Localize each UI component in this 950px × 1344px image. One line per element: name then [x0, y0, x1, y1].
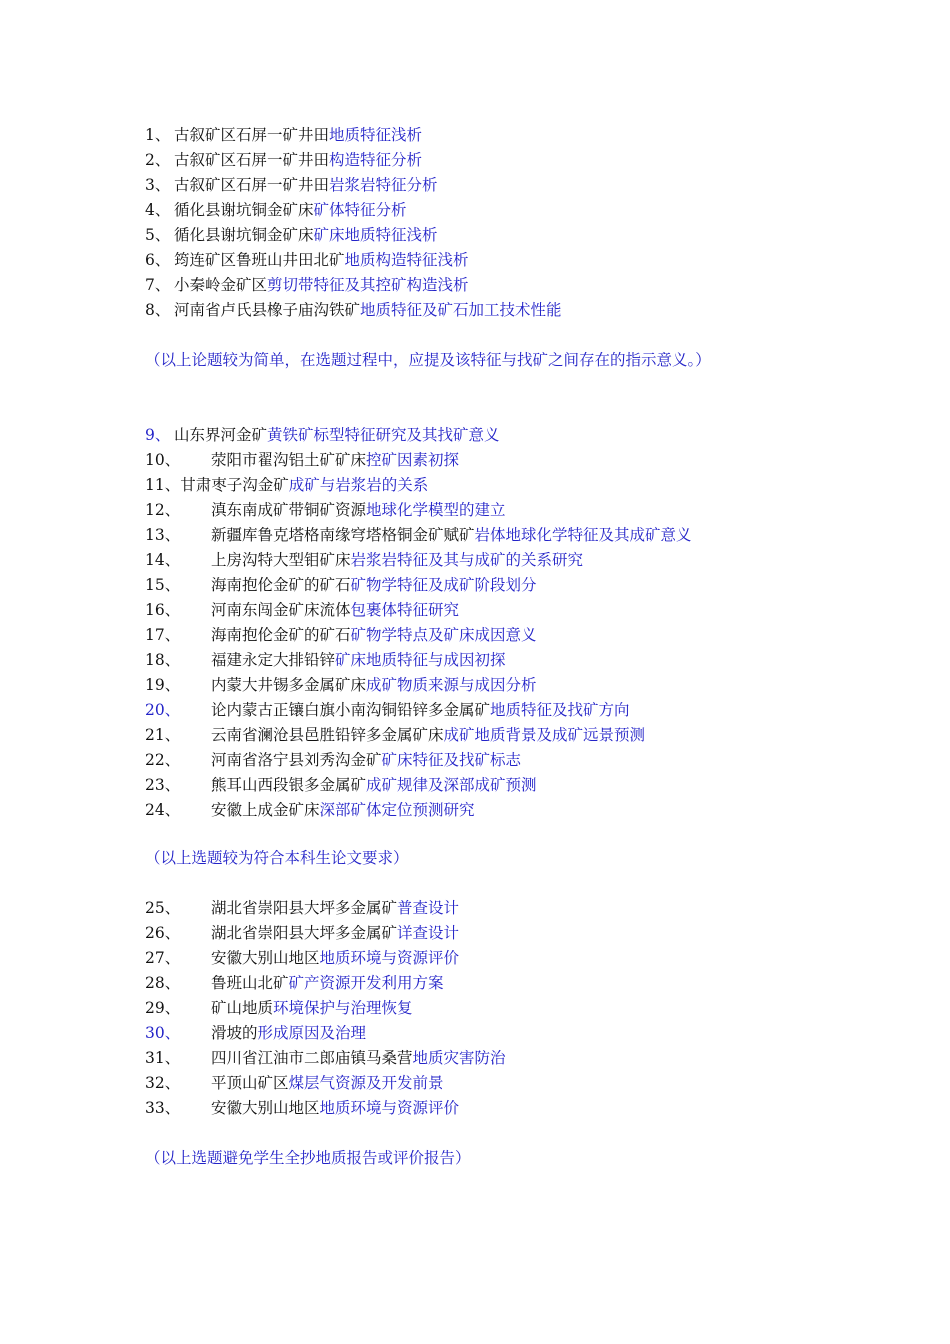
topic-item-13	[145, 523, 692, 548]
item-topic: 黄铁矿标型特征研究及其找矿意义	[267, 426, 500, 444]
topic-item-21	[145, 723, 645, 748]
item-topic: 控矿因素初探	[366, 451, 460, 469]
topic-item-8	[145, 298, 562, 323]
item-topic: 地质环境与资源评价	[319, 1099, 460, 1117]
section-note-2: （以上选题较为符合本科生论文要求）	[145, 849, 409, 867]
item-topic: 岩浆岩特征及其与成矿的关系研究	[350, 551, 584, 569]
item-subject: 山东界河金矿	[174, 426, 268, 444]
item-number: 4、	[145, 201, 171, 219]
item-topic: 地质特征浅析	[329, 126, 423, 144]
item-topic: 矿床地质特征浅析	[313, 226, 438, 244]
item-topic: 岩体地球化学特征及其成矿意义	[474, 526, 692, 544]
topic-item-24	[145, 798, 475, 823]
item-number: 27、	[145, 949, 181, 967]
topic-item-7	[145, 273, 469, 298]
topic-item-1	[145, 123, 422, 148]
item-number: 9、	[145, 426, 171, 444]
item-subject: 四川省江油市二郎庙镇马桑营	[211, 1049, 413, 1067]
item-subject: 循化县谢坑铜金矿床	[174, 226, 314, 244]
item-subject: 湖北省崇阳县大坪多金属矿	[211, 899, 398, 917]
topic-item-33	[145, 1096, 459, 1121]
item-subject: 河南东闯金矿床流体	[211, 601, 351, 619]
item-topic: 煤层气资源及开发前景	[288, 1074, 444, 1092]
item-topic: 岩浆岩特征分析	[329, 176, 438, 194]
item-number: 3、	[145, 176, 171, 194]
item-subject: 湖北省崇阳县大坪多金属矿	[211, 924, 398, 942]
section-note-3: （以上选题避免学生全抄地质报告或评价报告）	[145, 1149, 471, 1167]
topic-item-15	[145, 573, 537, 598]
item-subject: 平顶山矿区	[211, 1074, 289, 1092]
item-number: 15、	[145, 576, 181, 594]
section-note-1: （以上论题较为简单，在选题过程中，应提及该特征与找矿之间存在的指示意义。）	[145, 351, 711, 369]
topic-item-6	[145, 248, 469, 273]
item-number: 22、	[145, 751, 181, 769]
item-number: 17、	[145, 626, 181, 644]
topic-item-4	[145, 198, 407, 223]
topic-item-12	[145, 498, 506, 523]
item-number: 1、	[145, 126, 171, 144]
item-number: 30、	[145, 1024, 181, 1042]
item-number: 19、	[145, 676, 181, 694]
item-subject: 新疆库鲁克塔格南缘穹塔格铜金矿赋矿	[211, 526, 475, 544]
topic-item-32	[145, 1071, 444, 1096]
topic-item-17	[145, 623, 537, 648]
topic-item-5	[145, 223, 438, 248]
item-subject: 古叙矿区石屏一矿井田	[174, 126, 330, 144]
item-subject: 海南抱伦金矿的矿石	[211, 626, 351, 644]
item-topic: 地质灾害防治	[412, 1049, 506, 1067]
item-subject: 循化县谢坑铜金矿床	[174, 201, 314, 219]
item-subject: 内蒙大井锡多金属矿床	[211, 676, 367, 694]
item-number: 5、	[145, 226, 171, 244]
item-subject: 论内蒙古正镶白旗小南沟铜铅锌多金属矿	[211, 701, 491, 719]
item-number: 23、	[145, 776, 181, 794]
item-topic: 矿物学特点及矿床成因意义	[350, 626, 537, 644]
item-number: 26、	[145, 924, 181, 942]
item-topic: 构造特征分析	[329, 151, 423, 169]
topic-item-20	[145, 698, 630, 723]
item-number: 11、	[145, 476, 181, 494]
topic-item-2	[145, 148, 422, 173]
item-number: 18、	[145, 651, 181, 669]
item-topic: 成矿规律及深部成矿预测	[366, 776, 537, 794]
item-subject: 古叙矿区石屏一矿井田	[174, 176, 330, 194]
item-topic: 包裹体特征研究	[350, 601, 460, 619]
topic-item-3	[145, 173, 438, 198]
item-topic: 普查设计	[397, 899, 460, 917]
item-subject: 鲁班山北矿	[211, 974, 289, 992]
item-topic: 成矿地质背景及成矿远景预测	[443, 726, 646, 744]
item-topic: 详查设计	[397, 924, 460, 942]
topic-item-30	[145, 1021, 366, 1046]
item-topic: 成矿物质来源与成因分析	[366, 676, 537, 694]
item-subject: 滑坡的	[211, 1024, 258, 1042]
item-number: 13、	[145, 526, 181, 544]
item-number: 32、	[145, 1074, 181, 1092]
item-topic: 矿体特征分析	[313, 201, 407, 219]
topic-item-25	[145, 896, 459, 921]
item-subject: 上房沟特大型钼矿床	[211, 551, 351, 569]
item-number: 33、	[145, 1099, 181, 1117]
item-subject: 福建永定大排铅锌	[211, 651, 336, 669]
item-subject: 小秦岭金矿区	[174, 276, 268, 294]
item-topic: 矿床地质特征与成因初探	[335, 651, 506, 669]
item-subject: 安徽大别山地区	[211, 949, 320, 967]
item-subject: 河南省洛宁县刘秀沟金矿	[211, 751, 382, 769]
item-number: 29、	[145, 999, 181, 1017]
item-number: 7、	[145, 276, 171, 294]
item-topic: 深部矿体定位预测研究	[319, 801, 475, 819]
item-subject: 滇东南成矿带铜矿资源	[211, 501, 367, 519]
topic-item-19	[145, 673, 537, 698]
topic-item-26	[145, 921, 459, 946]
item-number: 25、	[145, 899, 181, 917]
topic-item-16	[145, 598, 459, 623]
item-number: 21、	[145, 726, 181, 744]
item-topic: 剪切带特征及其控矿构造浅析	[267, 276, 469, 294]
topic-item-29	[145, 996, 413, 1021]
topic-item-14	[145, 548, 583, 573]
item-subject: 古叙矿区石屏一矿井田	[174, 151, 330, 169]
item-subject: 筠连矿区鲁班山井田北矿	[174, 251, 345, 269]
item-topic: 矿产资源开发利用方案	[288, 974, 444, 992]
item-number: 24、	[145, 801, 181, 819]
item-topic: 成矿与岩浆岩的关系	[288, 476, 429, 494]
item-number: 12、	[145, 501, 181, 519]
topic-item-28	[145, 971, 444, 996]
item-subject: 安徽大别山地区	[211, 1099, 320, 1117]
item-number: 28、	[145, 974, 181, 992]
item-number: 6、	[145, 251, 171, 269]
item-number: 2、	[145, 151, 171, 169]
item-subject: 矿山地质	[211, 999, 274, 1017]
item-number: 10、	[145, 451, 181, 469]
item-number: 20、	[145, 701, 181, 719]
item-number: 16、	[145, 601, 181, 619]
item-subject: 河南省卢氏县橡子庙沟铁矿	[174, 301, 361, 319]
topic-item-31	[145, 1046, 506, 1071]
topic-item-27	[145, 946, 459, 971]
topic-item-9	[145, 423, 500, 448]
item-subject: 云南省澜沧县邑胜铅锌多金属矿床	[211, 726, 444, 744]
item-topic: 地质环境与资源评价	[319, 949, 460, 967]
topic-item-11	[145, 473, 428, 498]
item-subject: 安徽上成金矿床	[211, 801, 320, 819]
item-topic: 环境保护与治理恢复	[273, 999, 413, 1017]
item-topic: 地质构造特征浅析	[344, 251, 469, 269]
item-topic: 矿物学特征及成矿阶段划分	[350, 576, 537, 594]
item-number: 31、	[145, 1049, 181, 1067]
item-topic: 矿床特征及找矿标志	[381, 751, 522, 769]
item-topic: 形成原因及治理	[257, 1024, 367, 1042]
item-number: 14、	[145, 551, 181, 569]
item-subject: 海南抱伦金矿的矿石	[211, 576, 351, 594]
item-number: 8、	[145, 301, 171, 319]
item-subject: 甘肃枣子沟金矿	[180, 476, 289, 494]
topic-item-18	[145, 648, 506, 673]
item-topic: 地质特征及找矿方向	[490, 701, 630, 719]
topic-item-10	[145, 448, 459, 473]
topic-item-22	[145, 748, 521, 773]
item-subject: 熊耳山西段银多金属矿	[211, 776, 367, 794]
topic-item-23	[145, 773, 537, 798]
item-subject: 荥阳市翟沟铝土矿矿床	[211, 451, 367, 469]
item-topic: 地质特征及矿石加工技术性能	[360, 301, 562, 319]
item-topic: 地球化学模型的建立	[366, 501, 506, 519]
